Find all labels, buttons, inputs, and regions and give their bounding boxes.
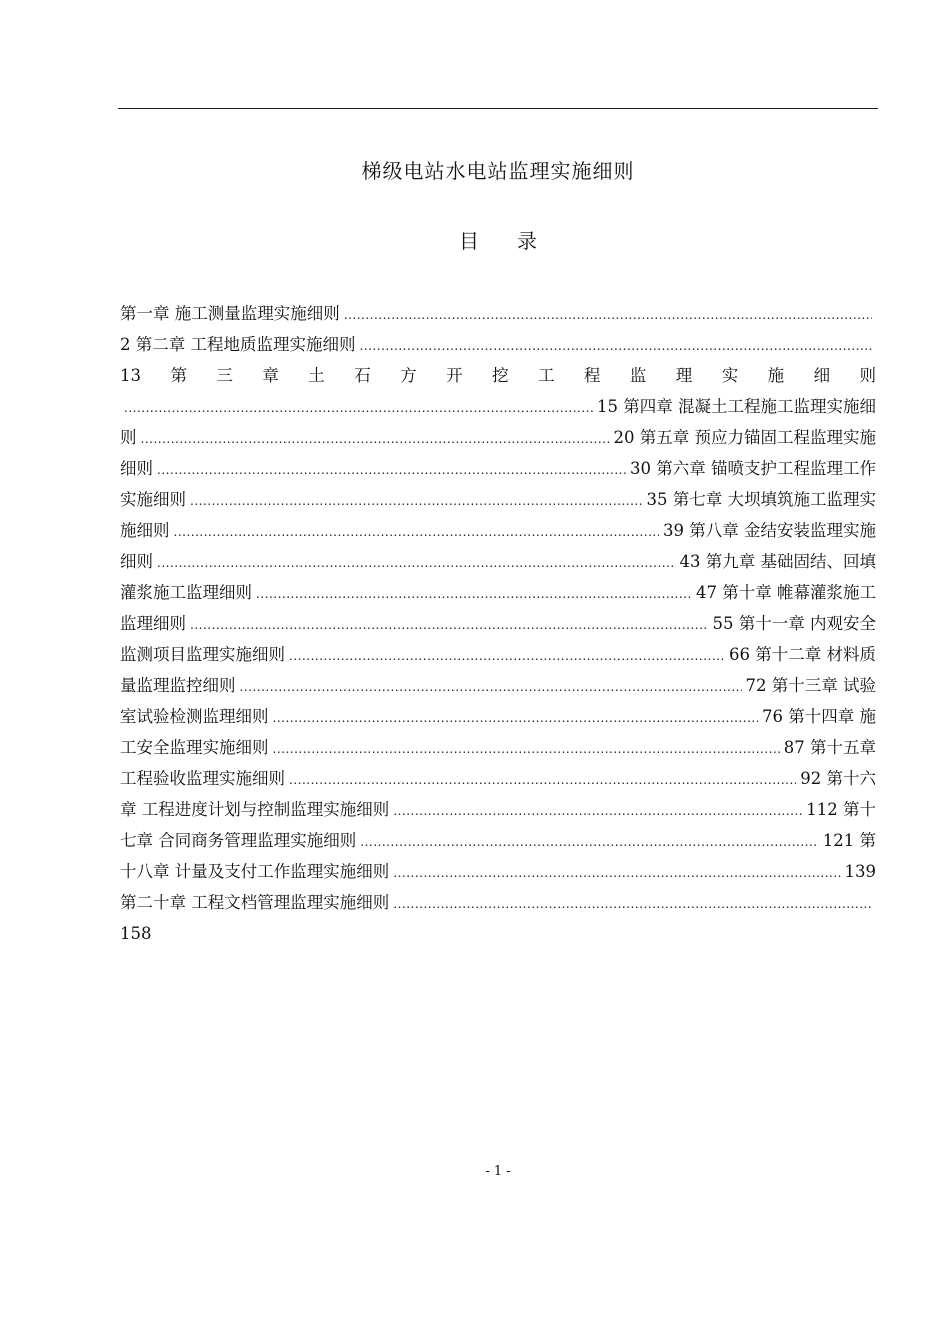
toc-line-page: 35 第七章 大坝填筑施工监理实 bbox=[646, 490, 876, 509]
toc-line-page: 66 第十二章 材料质 bbox=[729, 645, 876, 664]
toc-dot-leader bbox=[344, 300, 872, 329]
toc-line-char: 石 bbox=[354, 366, 371, 385]
toc-line-text: 监理细则 bbox=[120, 614, 186, 633]
toc-line[interactable] bbox=[120, 670, 876, 701]
toc-line[interactable] bbox=[120, 546, 876, 577]
toc-line-text: 细则 bbox=[120, 552, 153, 571]
toc-line-text: 章 工程进度计划与控制监理实施细则 bbox=[120, 800, 390, 819]
toc-line[interactable] bbox=[120, 794, 876, 825]
toc-line-text: 室试验检测监理细则 bbox=[120, 707, 269, 726]
toc-line[interactable] bbox=[120, 515, 876, 546]
toc-line-text: 工安全监理实施细则 bbox=[120, 738, 269, 757]
toc-line-text: 2 第二章 工程地质监理实施细则 bbox=[120, 335, 356, 354]
toc-line-text: 量监理监控细则 bbox=[120, 676, 236, 695]
toc-dot-leader bbox=[190, 610, 709, 639]
toc-line-page: 55 第十一章 内观安全 bbox=[712, 614, 876, 633]
toc-line-text: 工程验收监理实施细则 bbox=[120, 769, 285, 788]
toc-line[interactable] bbox=[120, 577, 876, 608]
toc-line-page: 87 第十五章 bbox=[783, 738, 876, 757]
toc-line[interactable] bbox=[120, 391, 876, 422]
header-rule bbox=[118, 108, 878, 109]
toc-dot-leader bbox=[360, 827, 819, 856]
toc-line-text: 灌浆施工监理细则 bbox=[120, 583, 252, 602]
toc-dot-leader bbox=[124, 393, 593, 422]
toc-line[interactable] bbox=[120, 701, 876, 732]
toc-line-char: 实 bbox=[721, 366, 739, 385]
toc-line-text: 十八章 计量及支付工作监理实施细则 bbox=[120, 862, 390, 881]
toc-line-char: 施 bbox=[767, 366, 785, 385]
toc-line[interactable] bbox=[120, 763, 876, 794]
toc-dot-leader bbox=[393, 796, 802, 825]
toc-line-char: 开 bbox=[446, 366, 463, 385]
toc-line-page: 72 第十三章 试验 bbox=[745, 676, 876, 695]
toc-line-text: 158 bbox=[120, 924, 152, 943]
table-of-contents bbox=[120, 298, 876, 949]
toc-line-char: 第 bbox=[170, 366, 187, 385]
toc-line[interactable] bbox=[120, 329, 876, 360]
toc-dot-leader bbox=[393, 858, 840, 887]
toc-heading-char-1: 目 bbox=[459, 229, 479, 253]
toc-dot-leader bbox=[393, 889, 872, 918]
toc-line-text: 细则 bbox=[120, 459, 153, 478]
toc-line-page: 15 第四章 混凝土工程施工监理实施细 bbox=[597, 397, 876, 416]
document-title: 梯级电站水电站监理实施细则 bbox=[361, 159, 635, 183]
toc-line[interactable] bbox=[120, 856, 876, 887]
toc-line-page: 76 第十四章 施 bbox=[762, 707, 876, 726]
toc-line-page: 30 第六章 锚喷支护工程监理工作 bbox=[630, 459, 876, 478]
toc-dot-leader bbox=[190, 486, 643, 515]
toc-line-page: 139 bbox=[844, 862, 876, 881]
toc-line-char: 章 bbox=[262, 366, 279, 385]
toc-line-page: 39 第八章 金结安装监理实施 bbox=[663, 521, 876, 540]
toc-line[interactable] bbox=[120, 639, 876, 670]
toc-line-text: 七章 合同商务管理监理实施细则 bbox=[120, 831, 357, 850]
toc-line-char: 挖 bbox=[492, 366, 509, 385]
toc-line[interactable] bbox=[120, 825, 876, 856]
toc-dot-leader bbox=[273, 703, 759, 732]
toc-dot-leader bbox=[141, 424, 610, 453]
toc-dot-leader bbox=[157, 548, 676, 577]
toc-line-char: 方 bbox=[400, 366, 417, 385]
toc-line[interactable] bbox=[120, 422, 876, 453]
toc-line-char: 三 bbox=[216, 366, 233, 385]
toc-dot-leader bbox=[289, 641, 725, 670]
toc-line[interactable] bbox=[120, 298, 876, 329]
page-number: - 1 - bbox=[485, 1164, 511, 1179]
toc-line[interactable] bbox=[120, 360, 876, 391]
toc-heading-char-2: 录 bbox=[517, 229, 537, 253]
toc-line-page: 92 第十六 bbox=[800, 769, 876, 788]
toc-line-text: 实施细则 bbox=[120, 490, 186, 509]
toc-line[interactable] bbox=[120, 732, 876, 763]
toc-line-text: 第二十章 工程文档管理监理实施细则 bbox=[120, 893, 390, 912]
toc-line-char: 工 bbox=[537, 366, 555, 385]
toc-line-page: 112 第十 bbox=[806, 800, 876, 819]
toc-line-char: 土 bbox=[308, 366, 325, 385]
toc-dot-leader bbox=[240, 672, 742, 701]
toc-line-char: 13 bbox=[120, 366, 141, 385]
toc-line[interactable] bbox=[120, 453, 876, 484]
toc-line[interactable] bbox=[120, 887, 876, 918]
toc-dot-leader bbox=[289, 765, 796, 794]
toc-line[interactable] bbox=[120, 918, 876, 949]
toc-heading bbox=[118, 226, 878, 256]
toc-line-char: 细 bbox=[813, 366, 831, 385]
toc-line[interactable] bbox=[120, 484, 876, 515]
toc-line-text: 则 bbox=[120, 428, 137, 447]
toc-dot-leader bbox=[273, 734, 780, 763]
toc-line-page: 121 第 bbox=[822, 831, 876, 850]
toc-line-page: 20 第五章 预应力锚固工程监理实施 bbox=[613, 428, 876, 447]
toc-line-page: 43 第九章 基础固结、回填 bbox=[679, 552, 876, 571]
toc-dot-leader bbox=[157, 455, 626, 484]
toc-dot-leader bbox=[360, 331, 873, 360]
toc-line-char: 程 bbox=[583, 366, 601, 385]
toc-line-text: 监测项目监理实施细则 bbox=[120, 645, 285, 664]
toc-line-char: 理 bbox=[675, 366, 693, 385]
toc-line-char: 监 bbox=[629, 366, 647, 385]
toc-line-text: 第一章 施工测量监理实施细则 bbox=[120, 304, 340, 323]
toc-dot-leader bbox=[256, 579, 692, 608]
toc-dot-leader bbox=[174, 517, 660, 546]
toc-line-char: 则 bbox=[859, 366, 876, 385]
toc-line[interactable] bbox=[120, 608, 876, 639]
toc-line-text: 施细则 bbox=[120, 521, 170, 540]
toc-line-page: 47 第十章 帷幕灌浆施工 bbox=[696, 583, 876, 602]
